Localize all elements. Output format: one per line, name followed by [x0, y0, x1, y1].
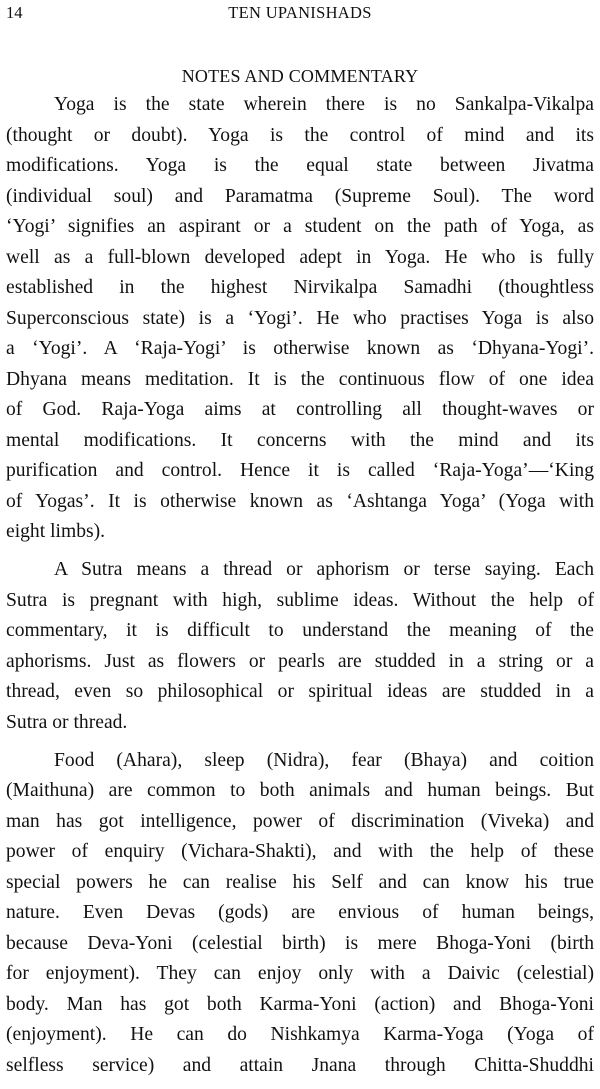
text-line: because Deva-Yoni (celestial birth) is mere Bhoga-Yoni (birth	[6, 932, 594, 954]
running-title: TEN UPANISHADS	[228, 3, 372, 22]
text-line: nature. Even Devas (gods) are envious of human beings,	[6, 902, 594, 923]
text-line: power of enquiry (Vichara-Shakti), and with the help of these	[6, 841, 594, 862]
paragraph	[6, 90, 594, 548]
text-line: of Yogas’. It is otherwise known as ‘Ashtanga Yoga’ (Yoga with	[6, 490, 594, 512]
text-line: Dhyana means meditation. It is the continuous flow of one idea	[6, 368, 594, 390]
text-line: established in the highest Nirvikalpa Samadhi (thoughtless	[6, 277, 594, 298]
text-line: modifications. Yoga is the equal state between Jivatma	[6, 155, 594, 176]
text-line: purification and control. Hence it is called ‘Raja-Yoga’—‘King	[6, 460, 594, 481]
text-line: ‘Yogi’ signifies an aspirant or a student on the path of Yoga, as	[6, 216, 594, 237]
section-heading: NOTES AND COMMENTARY	[181, 66, 419, 86]
text-line: thread, even so philosophical or spiritual ideas are studded in a	[6, 681, 594, 702]
text-line: commentary, it is difficult to understand the meaning of the	[6, 620, 594, 641]
text-line: (thought or doubt). Yoga is the control of mind and its	[6, 124, 594, 146]
text-line: aphorisms. Just as flowers or pearls are studded in a string or a	[6, 650, 594, 672]
text-line: well as a full-blown developed adept in Yoga. He who is fully	[6, 246, 594, 268]
text-line: Food (Ahara), sleep (Nidra), fear (Bhaya) and coition	[54, 749, 594, 771]
text-line: eight limbs).	[6, 521, 106, 542]
running-head	[6, 2, 594, 24]
text-line: (Maithuna) are common to both animals and human beings. But	[6, 780, 594, 801]
text-line: for enjoyment). They can enjoy only with a Daivic (celestial)	[6, 963, 594, 984]
paragraph	[6, 746, 594, 1082]
text-line: special powers he can realise his Self and can know his true	[6, 871, 594, 893]
text-line: A Sutra means a thread or aphorism or terse saying. Each	[54, 559, 594, 580]
text-line: (enjoyment). He can do Nishkamya Karma-Yoga (Yoga of	[6, 1024, 594, 1045]
page-number: 14	[6, 3, 23, 22]
body-text	[6, 90, 594, 1089]
text-line: Yoga is the state wherein there is no Sankalpa-Vikalpa	[54, 94, 594, 115]
paragraph	[6, 555, 594, 738]
text-line: Sutra or thread.	[6, 711, 128, 733]
text-line: mental modifications. It concerns with the mind and its	[6, 429, 594, 451]
text-line: selfless service) and attain Jnana through Chitta-Shuddhi	[6, 1054, 594, 1076]
text-line: of God. Raja-Yoga aims at controlling all thought-waves or	[6, 399, 594, 420]
text-line: a ‘Yogi’. A ‘Raja-Yogi’ is otherwise known as ‘Dhyana-Yogi’.	[6, 338, 594, 359]
text-line: Superconscious state) is a ‘Yogi’. He who practises Yoga is also	[6, 307, 594, 329]
text-line: body. Man has got both Karma-Yoni (action) and Bhoga-Yoni	[6, 993, 594, 1015]
text-line: (individual soul) and Paramatma (Supreme Soul). The word	[6, 185, 594, 207]
text-line: Sutra is pregnant with high, sublime ideas. Without the help of	[6, 589, 594, 611]
text-line: man has got intelligence, power of discrimination (Viveka) and	[6, 810, 594, 832]
